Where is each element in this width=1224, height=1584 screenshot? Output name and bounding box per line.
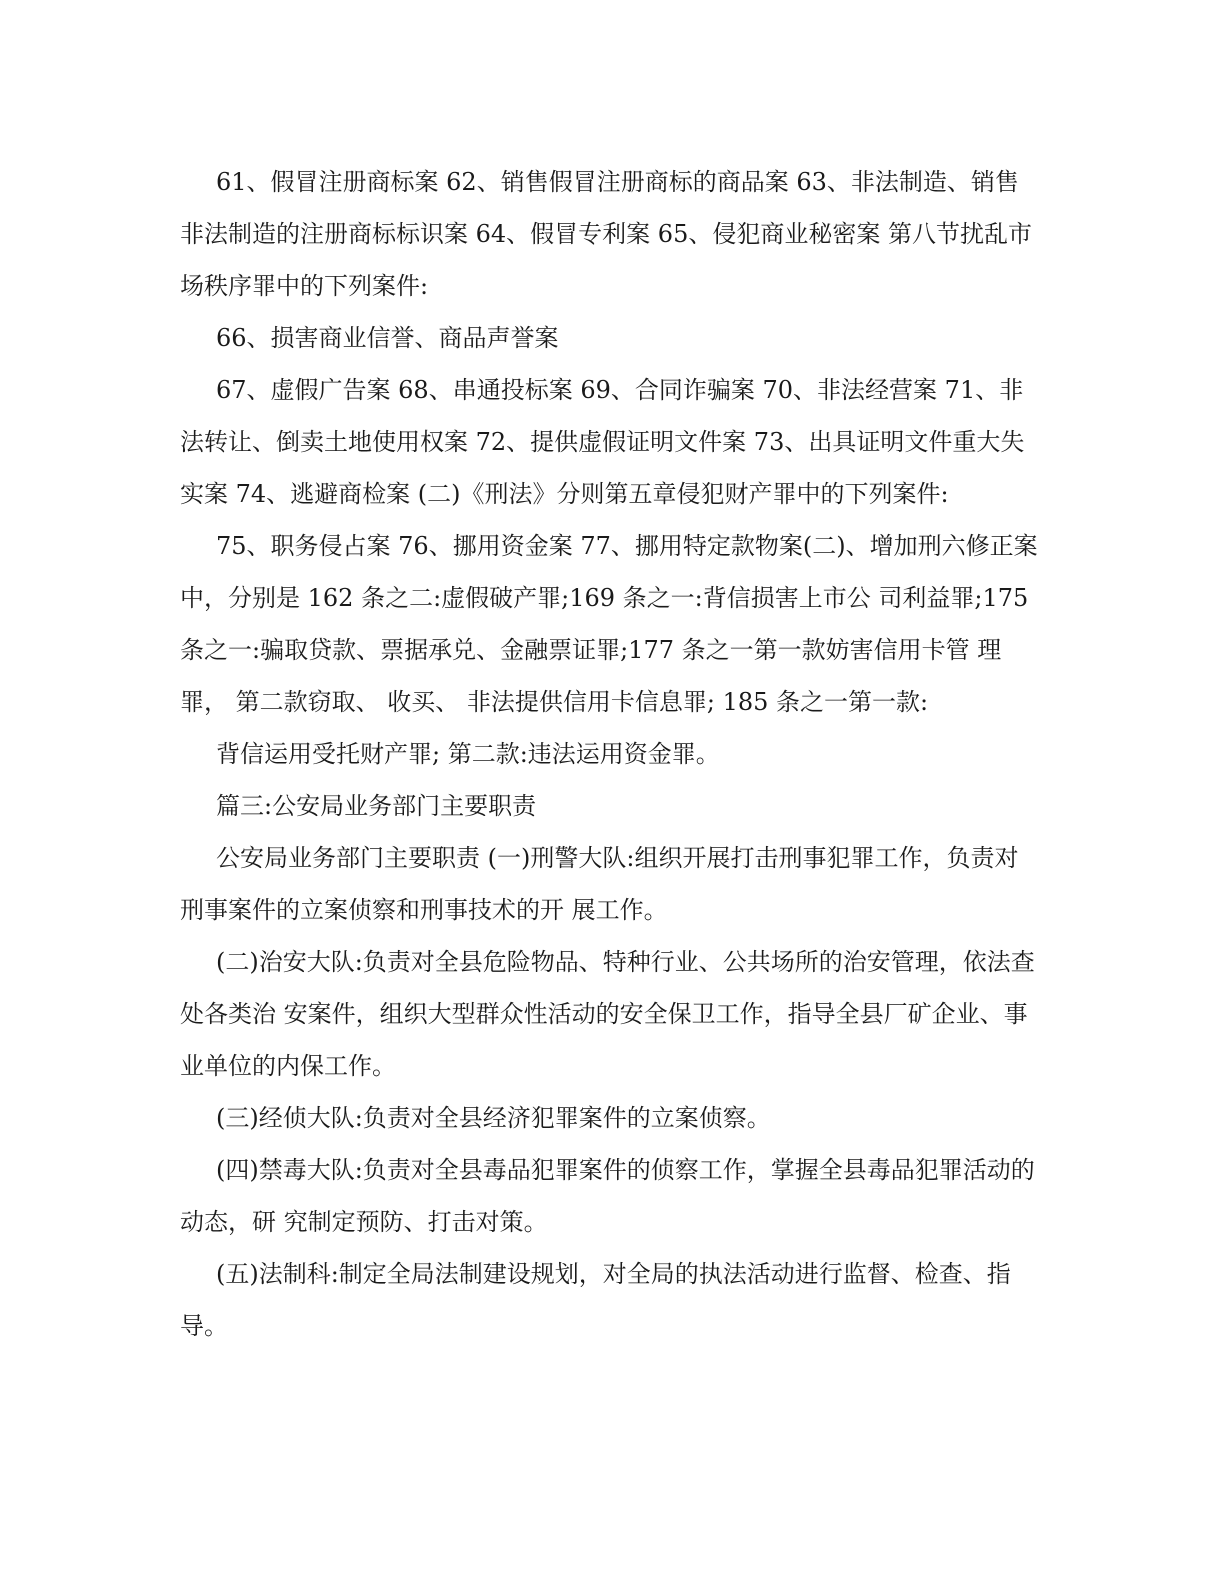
paragraph-8: (二)治安大队:负责对全县危险物品、特种行业、公共场所的治安管理，依法查处各类治 安案件，组织大型群众性活动的安全保卫工作，指导全县厂矿企业、事业单位的内保工作。 [180,948,1035,1080]
paragraph-3: 67、虚假广告案 68、串通投标案 69、合同诈骗案 70、非法经营案 71、非法转让、倒卖土地使用权案 72、提供虚假证明文件案 73、出具证明文件重大失实案 74、逃避商检案 (二)《刑法》分则第五章侵犯财产罪中的下列案件: [180,376,1025,508]
paragraph-11: (五)法制科:制定全局法制建设规划，对全局的执法活动进行监督、检查、指导。 [180,1260,1011,1340]
paragraph-2: 66、损害商业信誉、商品声誉案 [216,324,559,352]
paragraph-7: 公安局业务部门主要职责 (一)刑警大队:组织开展打击刑事犯罪工作，负责对刑事案件的立案侦察和刑事技术的开 展工作。 [180,844,1019,924]
section-heading: 篇三:公安局业务部门主要职责 [216,792,537,820]
paragraph-1: 61、假冒注册商标案 62、销售假冒注册商标的商品案 63、非法制造、销售非法制造的注册商标标识案 64、假冒专利案 65、侵犯商业秘密案 第八节扰乱市场秩序罪中的下列案件: [180,168,1032,300]
paragraph-5: 背信运用受托财产罪; 第二款:违法运用资金罪。 [216,740,720,768]
paragraph-4: 75、职务侵占案 76、挪用资金案 77、挪用特定款物案(二)、增加刑六修正案中，分别是 162 条之二:虚假破产罪;169 条之一:背信损害上市公 司利益罪;175 条之一:骗取贷款、票据承兑、金融票证罪;177 条之一第一款妨害信用卡管 理罪， 第二款窃取、 收买、 非法提供信用卡信息罪; 185 条之一第一款: [180,532,1038,716]
paragraph-9: (三)经侦大队:负责对全县经济犯罪案件的立案侦察。 [216,1104,771,1132]
paragraph-10: (四)禁毒大队:负责对全县毒品犯罪案件的侦察工作，掌握全县毒品犯罪活动的动态，研 究制定预防、打击对策。 [180,1156,1035,1236]
document-body [180,156,1040,1352]
